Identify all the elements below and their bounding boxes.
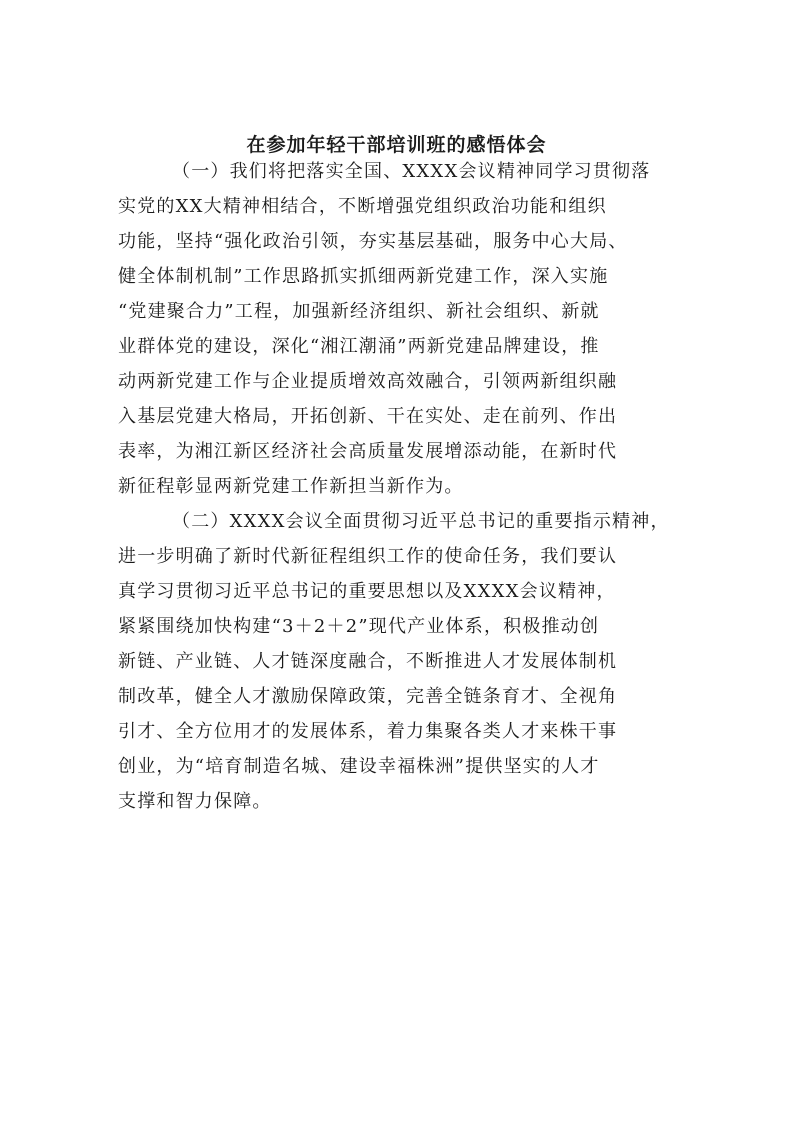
document-title: 在参加年轻干部培训班的感悟体会 [246,134,547,156]
text-line: （二）XXXX会议全面贯彻习近平总书记的重要指示精神， [172,511,670,532]
text-line: 实党的XX大精神相结合，不断增强党组织政治功能和组织 [118,196,607,217]
text-line: 引才、全方位用才的发展体系，着力集聚各类人才来株干事 [118,721,618,742]
text-line: 紧紧围绕加快构建“3＋2＋2”现代产业体系，积极推动创 [118,616,600,637]
text-line: 表率，为湘江新区经济社会高质量发展增添动能，在新时代 [118,441,618,462]
text-line: “党建聚合力”工程，加强新经济组织、新社会组织、新就 [118,301,600,322]
text-line: 制改革，健全人才激励保障政策，完善全链条育才、全视角 [118,686,618,707]
text-line: 新链、产业链、人才链深度融合，不断推进人才发展体制机 [118,651,618,672]
text-line: 新征程彰显两新党建工作新担当新作为。 [118,476,464,497]
text-line: 入基层党建大格局，开拓创新、干在实处、走在前列、作出 [118,406,618,427]
text-line: 功能，坚持“强化政治引领，夯实基层基础，服务中心大局、 [118,231,628,252]
text-line: （一）我们将把落实全国、XXXX会议精神同学习贯彻落 [172,161,651,182]
text-line: 创业，为“培育制造名城、建设幸福株洲”提供坚实的人才 [118,756,600,777]
text-line: 业群体党的建设，深化“湘江潮涌”两新党建品牌建设，推 [118,336,600,357]
text-line: 进一步明确了新时代新征程组织工作的使命任务，我们要认 [118,546,618,567]
text-line: 真学习贯彻习近平总书记的重要思想以及XXXX会议精神， [118,581,616,602]
text-line: 动两新党建工作与企业提质增效高效融合，引领两新组织融 [118,371,618,392]
text-line: 健全体制机制”工作思路抓实抓细两新党建工作，深入实施 [118,266,609,287]
text-line: 支撑和智力保障。 [118,791,272,812]
